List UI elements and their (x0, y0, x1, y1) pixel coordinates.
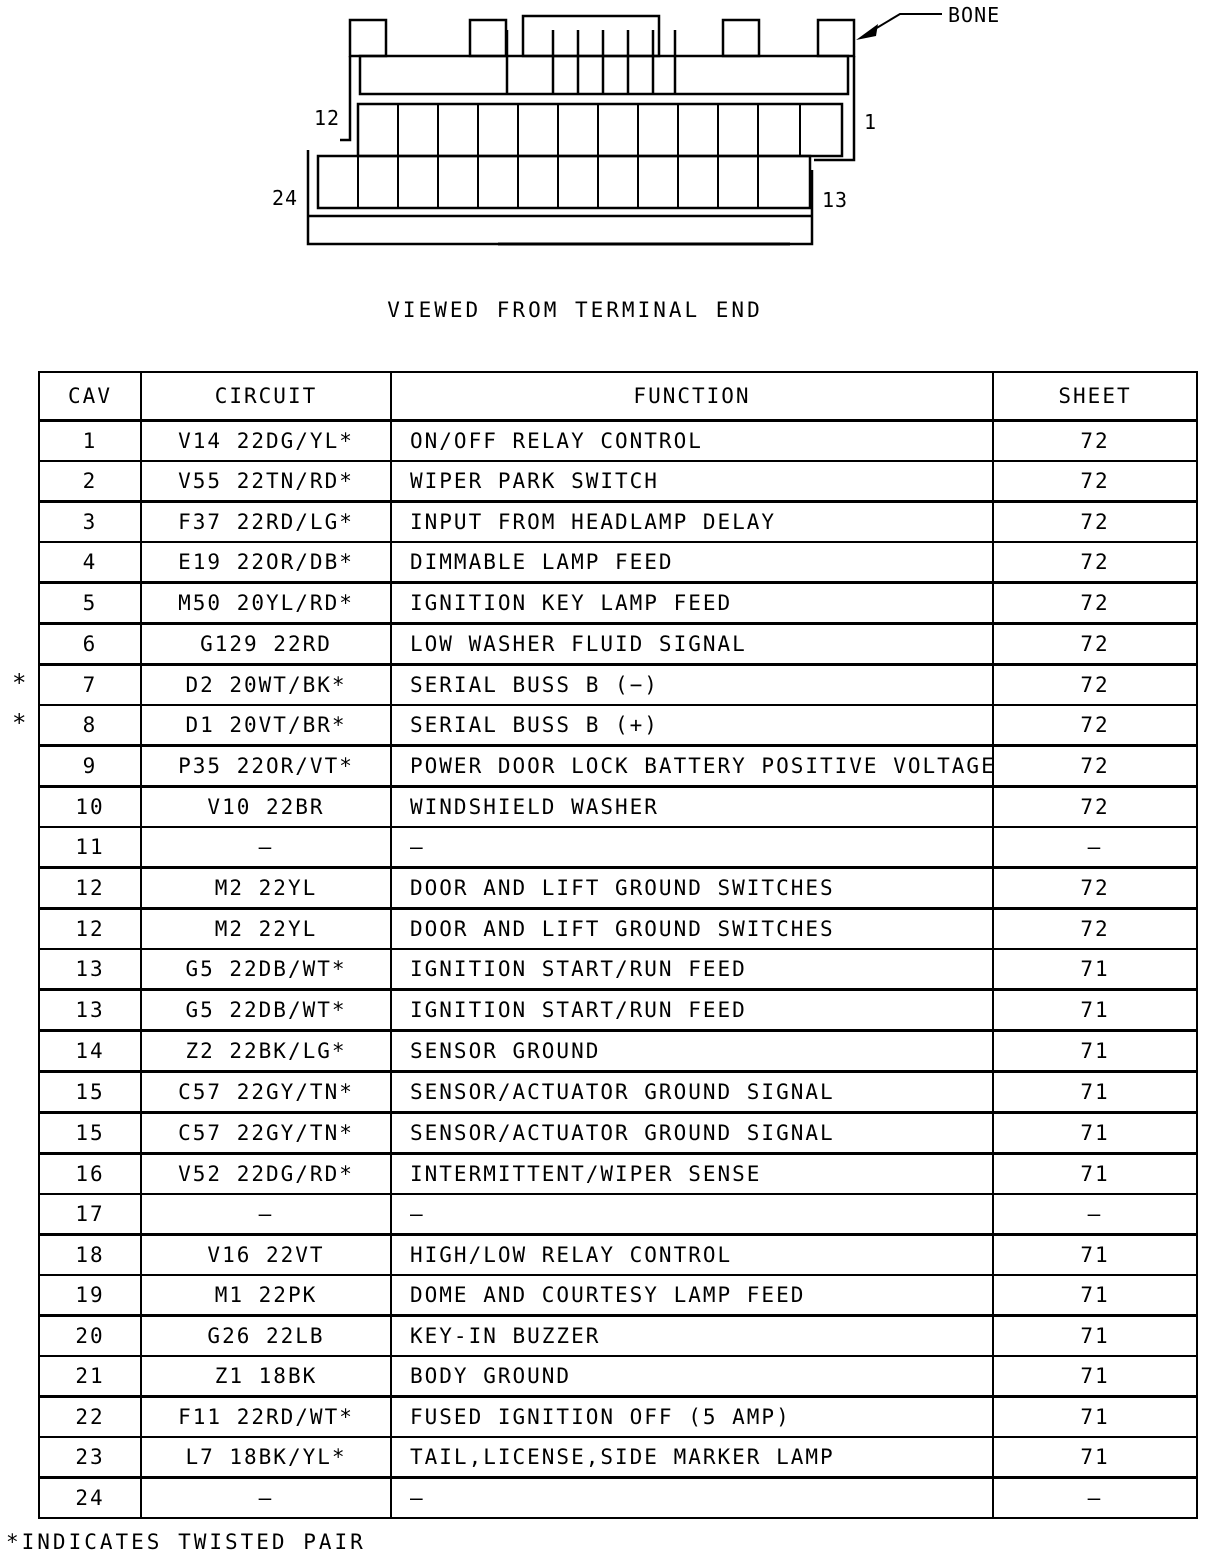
cell-function: TAIL,LICENSE,SIDE MARKER LAMP (391, 1437, 993, 1478)
cell-sheet: 72 (993, 787, 1197, 828)
cell-sheet: 72 (993, 665, 1197, 706)
cell-function: INTERMITTENT/WIPER SENSE (391, 1154, 993, 1195)
connector-diagram (0, 0, 1216, 340)
cell-cav: 22 (39, 1397, 141, 1438)
table-row (39, 1437, 1197, 1478)
cell-function: INPUT FROM HEADLAMP DELAY (391, 502, 993, 543)
cell-sheet: 72 (993, 502, 1197, 543)
cell-cav: 12 (39, 868, 141, 909)
cell-cav: 6 (39, 624, 141, 665)
connector-face-drawing (0, 0, 1216, 340)
table-row (39, 624, 1197, 665)
cell-cav: 13 (39, 990, 141, 1031)
cell-cav: 19 (39, 1275, 141, 1316)
twisted-pair-marker: * (12, 668, 27, 697)
cell-sheet: — (993, 1194, 1197, 1235)
table-row (39, 502, 1197, 543)
cell-sheet: 71 (993, 1437, 1197, 1478)
cell-cav: 18 (39, 1235, 141, 1276)
pin-label-12: 12 (314, 106, 341, 130)
table-row (39, 909, 1197, 950)
cell-sheet: 72 (993, 542, 1197, 583)
cell-function: FUSED IGNITION OFF (5 AMP) (391, 1397, 993, 1438)
table-row (39, 1031, 1197, 1072)
cell-cav: 3 (39, 502, 141, 543)
cell-cav: 5 (39, 583, 141, 624)
table-row (39, 1235, 1197, 1276)
cell-function: DOOR AND LIFT GROUND SWITCHES (391, 909, 993, 950)
cell-circuit: Z1 18BK (141, 1356, 391, 1397)
cell-sheet: — (993, 827, 1197, 868)
header-cav: CAV (39, 372, 141, 421)
cell-function: SENSOR GROUND (391, 1031, 993, 1072)
cell-function: — (391, 1194, 993, 1235)
cell-function: HIGH/LOW RELAY CONTROL (391, 1235, 993, 1276)
cell-circuit: G5 22DB/WT* (141, 949, 391, 990)
cell-cav: 24 (39, 1478, 141, 1519)
header-circuit: CIRCUIT (141, 372, 391, 421)
cell-circuit: L7 18BK/YL* (141, 1437, 391, 1478)
cell-function: KEY-IN BUZZER (391, 1316, 993, 1357)
cell-sheet: 72 (993, 909, 1197, 950)
cell-sheet: 72 (993, 746, 1197, 787)
cell-circuit: V16 22VT (141, 1235, 391, 1276)
cell-cav: 7 (39, 665, 141, 706)
cell-sheet: 71 (993, 1235, 1197, 1276)
cell-circuit: F37 22RD/LG* (141, 502, 391, 543)
table-row (39, 421, 1197, 462)
twisted-pair-marker: * (12, 709, 27, 737)
cell-cav: 2 (39, 461, 141, 502)
cell-circuit: Z2 22BK/LG* (141, 1031, 391, 1072)
cell-function: — (391, 1478, 993, 1519)
cell-sheet: 71 (993, 1397, 1197, 1438)
table-row (39, 461, 1197, 502)
cell-function: DOOR AND LIFT GROUND SWITCHES (391, 868, 993, 909)
table-header-row (39, 372, 1197, 421)
cell-cav: 15 (39, 1072, 141, 1113)
table-row (39, 868, 1197, 909)
table-row (39, 1275, 1197, 1316)
table-row (39, 705, 1197, 746)
cell-function: — (391, 827, 993, 868)
twisted-pair-footnote: *INDICATES TWISTED PAIR (6, 1530, 366, 1554)
table-row (39, 1356, 1197, 1397)
cell-sheet: 72 (993, 705, 1197, 746)
cell-circuit: P35 22OR/VT* (141, 746, 391, 787)
cell-function: WIPER PARK SWITCH (391, 461, 993, 502)
header-function: FUNCTION (391, 372, 993, 421)
cell-function: SERIAL BUSS B (+) (391, 705, 993, 746)
view-caption: VIEWED FROM TERMINAL END (387, 298, 763, 322)
cell-function: BODY GROUND (391, 1356, 993, 1397)
cell-circuit: G129 22RD (141, 624, 391, 665)
table-row (39, 787, 1197, 828)
table-row (39, 1194, 1197, 1235)
cell-sheet: 72 (993, 583, 1197, 624)
table-row (39, 542, 1197, 583)
cell-sheet: 72 (993, 624, 1197, 665)
bone-arrow-icon (856, 14, 942, 40)
cell-function: LOW WASHER FLUID SIGNAL (391, 624, 993, 665)
cell-circuit: M2 22YL (141, 909, 391, 950)
table-row (39, 583, 1197, 624)
cell-function: IGNITION KEY LAMP FEED (391, 583, 993, 624)
cell-sheet: — (993, 1478, 1197, 1519)
table-row (39, 665, 1197, 706)
table-row (39, 990, 1197, 1031)
table-row (39, 1316, 1197, 1357)
cell-circuit: D1 20VT/BR* (141, 705, 391, 746)
cell-cav: 9 (39, 746, 141, 787)
cell-circuit: C57 22GY/TN* (141, 1072, 391, 1113)
table-row (39, 746, 1197, 787)
cell-function: SERIAL BUSS B (−) (391, 665, 993, 706)
cell-function: WINDSHIELD WASHER (391, 787, 993, 828)
cell-sheet: 72 (993, 421, 1197, 462)
cell-cav: 23 (39, 1437, 141, 1478)
pin-label-1: 1 (864, 110, 878, 134)
cell-cav: 8 (39, 705, 141, 746)
pin-label-24: 24 (272, 186, 299, 210)
cell-circuit: F11 22RD/WT* (141, 1397, 391, 1438)
table-row (39, 827, 1197, 868)
pin-label-13: 13 (822, 188, 849, 212)
bone-label: BONE (948, 3, 1001, 27)
cell-sheet: 71 (993, 1316, 1197, 1357)
cell-cav: 11 (39, 827, 141, 868)
cell-sheet: 71 (993, 1154, 1197, 1195)
cell-circuit: E19 22OR/DB* (141, 542, 391, 583)
cell-circuit: — (141, 1194, 391, 1235)
cell-sheet: 72 (993, 868, 1197, 909)
cell-circuit: — (141, 827, 391, 868)
cell-function: POWER DOOR LOCK BATTERY POSITIVE VOLTAGE (391, 746, 993, 787)
cell-sheet: 71 (993, 1356, 1197, 1397)
cell-cav: 4 (39, 542, 141, 583)
cell-circuit: C57 22GY/TN* (141, 1113, 391, 1154)
table-row (39, 1397, 1197, 1438)
cell-cav: 15 (39, 1113, 141, 1154)
table-row (39, 1478, 1197, 1519)
cell-sheet: 71 (993, 949, 1197, 990)
cell-cav: 1 (39, 421, 141, 462)
cell-function: SENSOR/ACTUATOR GROUND SIGNAL (391, 1072, 993, 1113)
cell-circuit: D2 20WT/BK* (141, 665, 391, 706)
cell-cav: 16 (39, 1154, 141, 1195)
cell-circuit: G26 22LB (141, 1316, 391, 1357)
table-row (39, 949, 1197, 990)
header-sheet: SHEET (993, 372, 1197, 421)
cell-cav: 17 (39, 1194, 141, 1235)
cell-circuit: V10 22BR (141, 787, 391, 828)
cell-sheet: 71 (993, 1113, 1197, 1154)
cell-cav: 20 (39, 1316, 141, 1357)
cell-circuit: G5 22DB/WT* (141, 990, 391, 1031)
cell-circuit: M2 22YL (141, 868, 391, 909)
cell-sheet: 72 (993, 461, 1197, 502)
cell-function: IGNITION START/RUN FEED (391, 990, 993, 1031)
cell-function: SENSOR/ACTUATOR GROUND SIGNAL (391, 1113, 993, 1154)
cell-cav: 10 (39, 787, 141, 828)
cell-sheet: 71 (993, 1275, 1197, 1316)
cell-circuit: V55 22TN/RD* (141, 461, 391, 502)
cell-cav: 21 (39, 1356, 141, 1397)
cell-function: IGNITION START/RUN FEED (391, 949, 993, 990)
cell-cav: 12 (39, 909, 141, 950)
cell-sheet: 71 (993, 1031, 1197, 1072)
cell-function: DOME AND COURTESY LAMP FEED (391, 1275, 993, 1316)
pinout-table (38, 371, 1198, 1519)
cell-circuit: — (141, 1478, 391, 1519)
table-row (39, 1154, 1197, 1195)
cell-circuit: M1 22PK (141, 1275, 391, 1316)
cell-function: DIMMABLE LAMP FEED (391, 542, 993, 583)
cell-circuit: V52 22DG/RD* (141, 1154, 391, 1195)
table-row (39, 1072, 1197, 1113)
cell-circuit: M50 20YL/RD* (141, 583, 391, 624)
cell-sheet: 71 (993, 990, 1197, 1031)
cell-cav: 13 (39, 949, 141, 990)
cell-sheet: 71 (993, 1072, 1197, 1113)
cell-circuit: V14 22DG/YL* (141, 421, 391, 462)
cell-cav: 14 (39, 1031, 141, 1072)
table-row (39, 1113, 1197, 1154)
cell-function: ON/OFF RELAY CONTROL (391, 421, 993, 462)
